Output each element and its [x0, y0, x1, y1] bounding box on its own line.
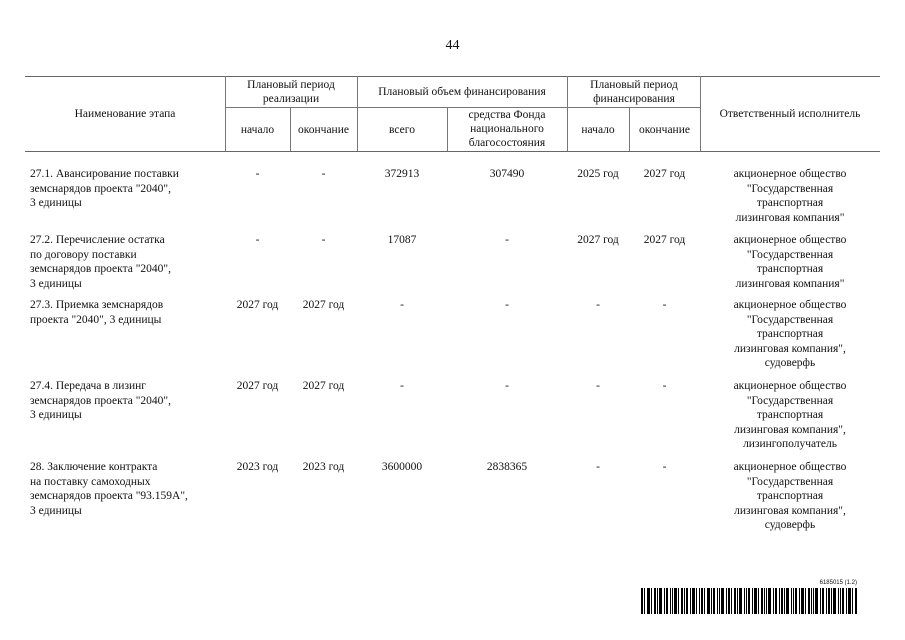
header-total: всего: [389, 124, 415, 136]
barcode-icon: [641, 588, 857, 614]
row-impl-start: -: [255, 234, 260, 246]
row-executor-line: "Государственная: [746, 313, 834, 326]
row-stage-name-line: земснарядов проекта "2040",: [30, 263, 171, 275]
barcode-caption: 6185015 (1.2): [819, 580, 857, 586]
row-executor-line: транспортная: [756, 197, 824, 209]
row-stage-name-line: 28. Заключение контракта: [30, 461, 158, 473]
row-stage-name-line: земснарядов проекта "93.159А",: [30, 490, 188, 502]
row-executor-line: акционерное общество: [733, 168, 847, 180]
row-impl-start: 2027 год: [236, 380, 279, 392]
row-executor-line: "Государственная: [746, 394, 834, 407]
row-executor-line: "Государственная: [746, 248, 834, 261]
row-stage-name-line: земснарядов проекта "2040",: [30, 394, 171, 407]
row-stage-name-line: 27.2. Перечисление остатка: [30, 234, 165, 246]
row-stage-name-line: по договору поставки: [30, 248, 137, 261]
row-executor-line: "Государственная: [746, 475, 834, 488]
row-fund: 307490: [489, 168, 525, 180]
row-executor-line: акционерное общество: [733, 461, 847, 473]
column-divider: [447, 107, 448, 151]
header-stage-name: Наименование этапа: [74, 108, 176, 120]
column-divider: [567, 76, 568, 151]
row-stage-name-line: 3 единицы: [30, 409, 82, 421]
row-impl-end: -: [321, 168, 326, 180]
row-impl-end: 2023 год: [302, 461, 345, 473]
header-funding-volume: Плановый объем финансирования: [378, 86, 546, 98]
row-executor-line: лизинговая компания": [735, 277, 845, 290]
row-executor-line: лизингополучатель: [743, 438, 837, 450]
row-stage-name-line: 27.1. Авансирование поставки: [30, 168, 179, 180]
row-fin-start: -: [596, 299, 600, 311]
row-stage-name: [30, 233, 225, 291]
row-stage-name-line: 3 единицы: [30, 277, 82, 290]
row-fin-end: 2027 год: [643, 234, 686, 246]
row-fund: 2838365: [486, 461, 528, 473]
row-total: -: [400, 380, 404, 392]
row-executor-line: транспортная: [756, 328, 824, 340]
header-executor: Ответственный исполнитель: [719, 108, 861, 120]
row-stage-name-line: 3 единицы: [30, 197, 82, 209]
row-executor: [700, 460, 880, 533]
row-impl-end: -: [321, 234, 326, 246]
row-stage-name-line: проекта "2040", 3 единицы: [30, 313, 162, 326]
row-executor-line: лизинговая компания",: [734, 342, 846, 355]
row-fin-end: -: [662, 299, 667, 311]
row-stage-name-line: земснарядов проекта "2040",: [30, 182, 171, 195]
column-divider: [225, 76, 226, 151]
header-impl-end: окончание: [298, 124, 349, 136]
row-impl-start: 2027 год: [236, 299, 279, 311]
row-executor-line: судоверфь: [764, 357, 816, 369]
page-number: 44: [445, 38, 460, 53]
row-executor-line: акционерное общество: [733, 299, 847, 311]
header-fin-end: окончание: [639, 124, 690, 136]
row-executor-line: лизинговая компания",: [734, 504, 846, 517]
row-executor-line: лизинговая компания": [735, 211, 845, 224]
row-executor: [700, 298, 880, 371]
header-funding-period: Плановый период финансирования: [590, 79, 678, 105]
row-executor: [700, 233, 880, 291]
row-total: -: [400, 299, 404, 311]
row-stage-name-line: на поставку самоходных: [30, 475, 151, 488]
header-impl-period: Плановый период реализации: [247, 79, 335, 105]
row-fin-end: 2027 год: [643, 168, 686, 180]
row-fin-start: -: [596, 461, 600, 473]
row-fin-end: -: [662, 461, 667, 473]
row-impl-end: 2027 год: [302, 299, 345, 311]
row-fund: -: [505, 299, 509, 311]
row-total: 3600000: [381, 461, 423, 473]
row-fund: -: [505, 234, 509, 246]
row-impl-end: 2027 год: [302, 380, 345, 392]
row-total: 372913: [384, 168, 420, 180]
row-stage-name-line: 3 единицы: [30, 504, 82, 517]
row-fin-start: 2025 год: [577, 168, 619, 180]
row-executor-line: "Государственная: [746, 182, 834, 195]
row-stage-name: [30, 379, 225, 423]
row-executor: [700, 167, 880, 225]
table-top-border: [25, 76, 880, 77]
row-stage-name: [30, 298, 225, 327]
row-executor: [700, 379, 880, 452]
row-fund: -: [505, 380, 509, 392]
row-impl-start: -: [255, 168, 260, 180]
row-stage-name-line: 27.3. Приемка земснарядов: [30, 299, 164, 311]
row-executor-line: акционерное общество: [733, 234, 847, 246]
row-executor-line: транспортная: [756, 263, 824, 275]
row-stage-name: [30, 460, 225, 518]
header-impl-start: начало: [240, 124, 275, 136]
row-impl-start: 2023 год: [236, 461, 279, 473]
row-stage-name-line: 27.4. Передача в лизинг: [30, 380, 147, 392]
header-fund: средства Фонда национального благосостояния: [468, 109, 546, 149]
row-fin-start: 2027 год: [577, 234, 619, 246]
row-executor-line: транспортная: [756, 490, 824, 502]
header-fin-start: начало: [581, 124, 615, 136]
row-executor-line: акционерное общество: [733, 380, 847, 392]
table-header-bottom-border: [25, 151, 880, 152]
row-stage-name: [30, 167, 225, 211]
row-fin-start: -: [596, 380, 600, 392]
row-executor-line: судоверфь: [764, 519, 816, 531]
row-executor-line: лизинговая компания",: [734, 423, 846, 436]
row-executor-line: транспортная: [756, 409, 824, 421]
row-total: 17087: [387, 234, 417, 246]
row-fin-end: -: [662, 380, 667, 392]
